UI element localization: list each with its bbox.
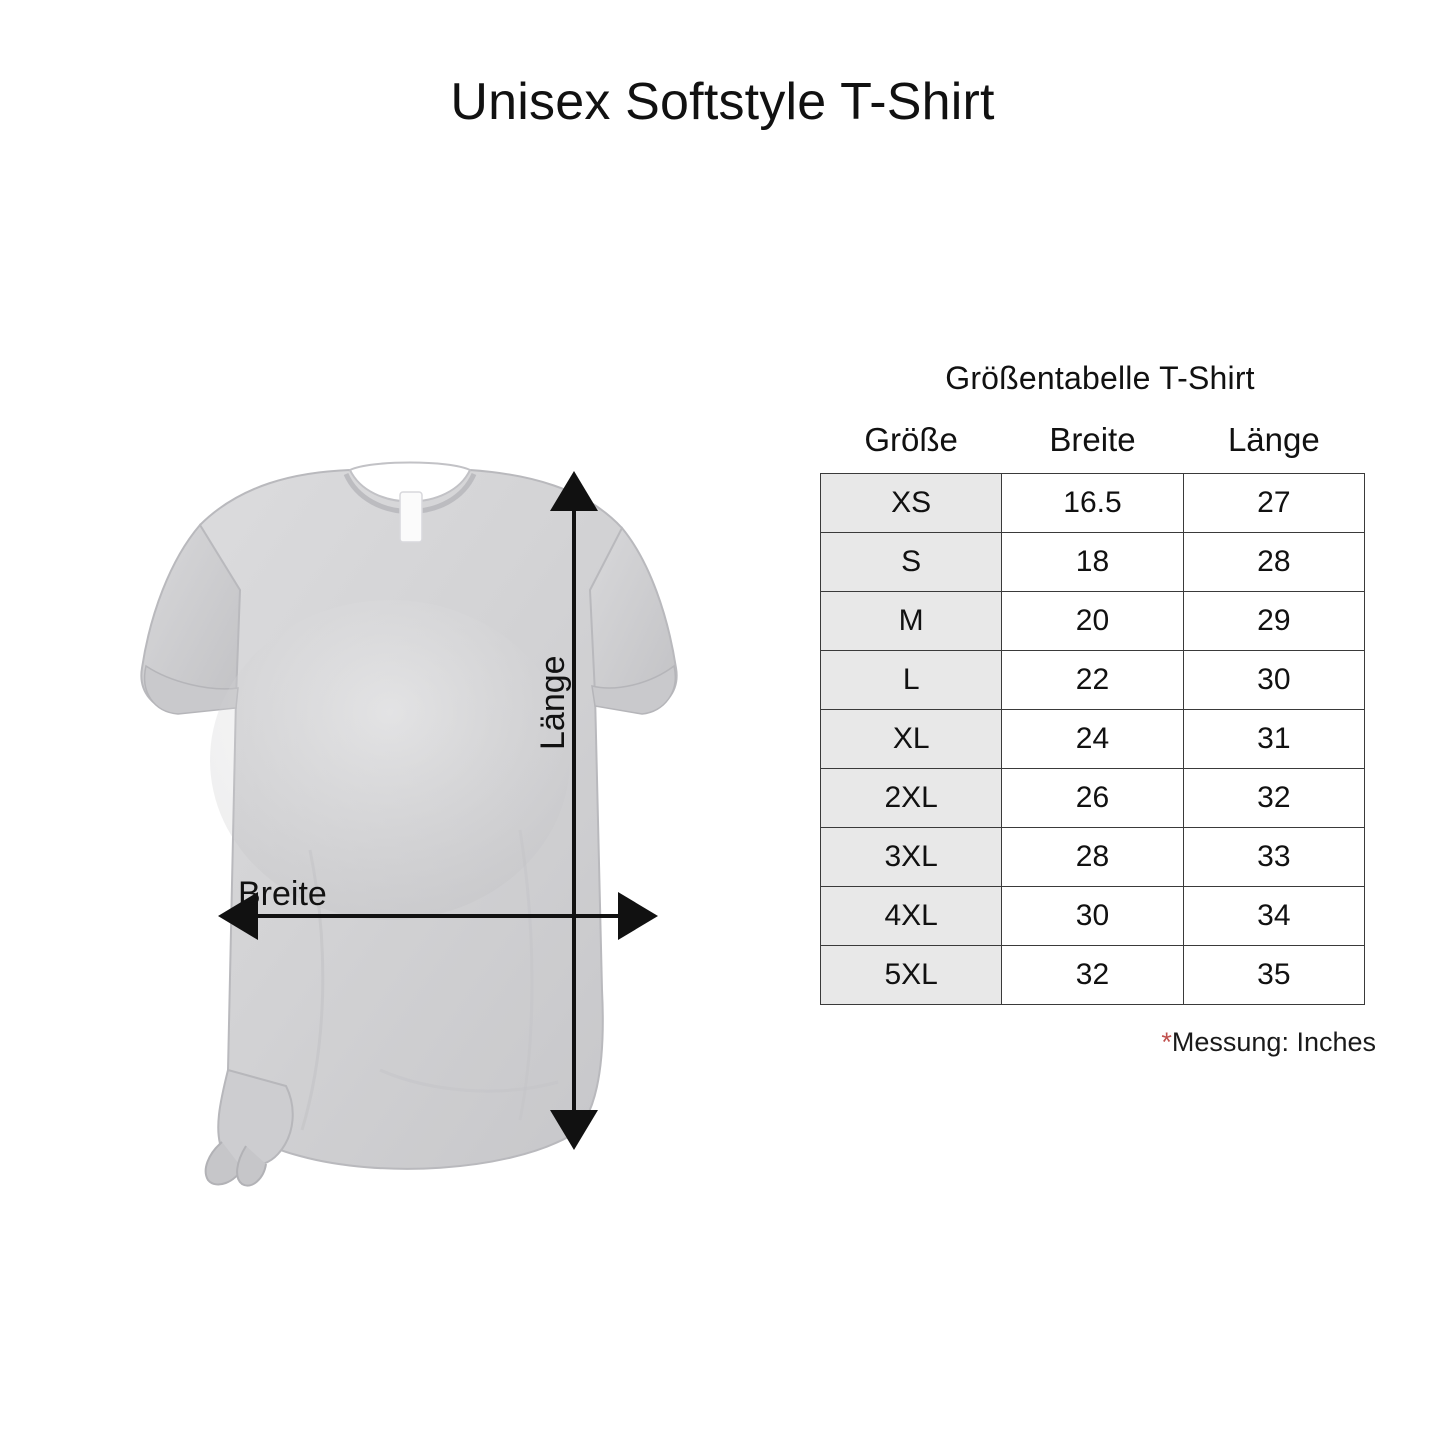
column-header-width: Breite <box>1049 421 1136 458</box>
table-row <box>821 592 1365 651</box>
table-row <box>821 651 1365 710</box>
cell-size: XS <box>821 474 1002 533</box>
shirt-illustration <box>40 420 720 1220</box>
table-row <box>821 533 1365 592</box>
cell-width: 18 <box>1002 533 1183 592</box>
cell-length: 29 <box>1183 592 1364 651</box>
cell-width: 22 <box>1002 651 1183 710</box>
cell-length: 34 <box>1183 887 1364 946</box>
cell-size: L <box>821 651 1002 710</box>
cell-length: 27 <box>1183 474 1364 533</box>
table-row <box>821 769 1365 828</box>
length-label: Länge <box>534 655 572 750</box>
cell-width: 26 <box>1002 769 1183 828</box>
cell-size: S <box>821 533 1002 592</box>
cell-width: 32 <box>1002 946 1183 1005</box>
cell-size: XL <box>821 710 1002 769</box>
cell-length: 31 <box>1183 710 1364 769</box>
cell-width: 30 <box>1002 887 1183 946</box>
table-header-row <box>821 419 1365 474</box>
cell-size: 3XL <box>821 828 1002 887</box>
measurement-footnote <box>820 1027 1380 1058</box>
width-label: Breite <box>238 875 327 913</box>
cell-length: 28 <box>1183 533 1364 592</box>
footnote-text: Messung: Inches <box>1171 1027 1376 1057</box>
size-table <box>820 419 1365 1005</box>
footnote-asterisk: * <box>1161 1027 1172 1057</box>
grey-tshirt-image <box>50 430 710 1190</box>
cell-size: M <box>821 592 1002 651</box>
size-chart <box>820 360 1380 1058</box>
cell-width: 20 <box>1002 592 1183 651</box>
cell-size: 4XL <box>821 887 1002 946</box>
cell-width: 16.5 <box>1002 474 1183 533</box>
table-row <box>821 828 1365 887</box>
column-header-length: Länge <box>1227 421 1320 458</box>
page-title: Unisex Softstyle T-Shirt <box>450 73 995 131</box>
cell-length: 35 <box>1183 946 1364 1005</box>
cell-length: 30 <box>1183 651 1364 710</box>
cell-width: 24 <box>1002 710 1183 769</box>
cell-size: 2XL <box>821 769 1002 828</box>
cell-width: 28 <box>1002 828 1183 887</box>
column-header-size: Größe <box>864 421 958 458</box>
cell-size: 5XL <box>821 946 1002 1005</box>
table-row <box>821 946 1365 1005</box>
table-row <box>821 710 1365 769</box>
cell-length: 33 <box>1183 828 1364 887</box>
size-chart-caption: Größentabelle T-Shirt <box>945 360 1255 396</box>
table-row <box>821 474 1365 533</box>
cell-length: 32 <box>1183 769 1364 828</box>
table-row <box>821 887 1365 946</box>
